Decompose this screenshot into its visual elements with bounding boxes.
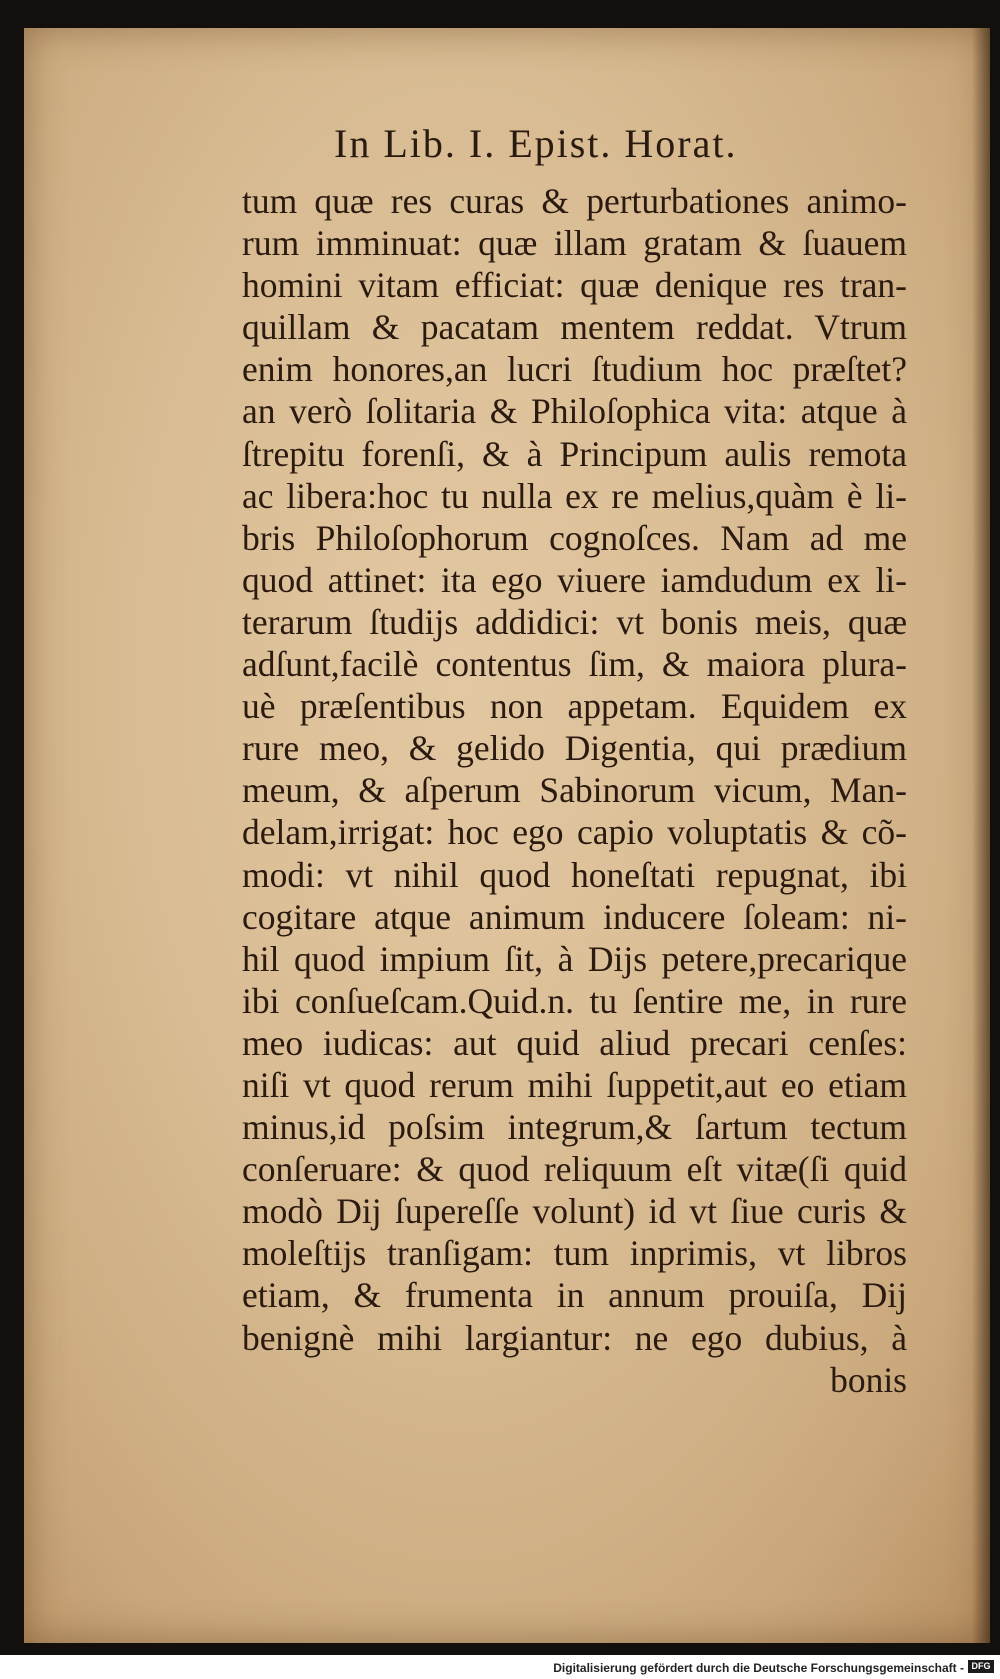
- dfg-logo-icon: DFG: [968, 1660, 994, 1673]
- text-line: bris Philoſophorum cognoſces. Nam ad me: [242, 517, 907, 558]
- text-line: minus,id poſsim integrum,& ſartum tectum: [242, 1107, 907, 1148]
- text-line: delam,irrigat: hoc ego capio voluptatis & cõ-: [242, 812, 907, 853]
- text-line: rure meo, & gelido Digentia, qui prædium: [242, 728, 907, 769]
- text-line: meum, & aſperum Sabinorum vicum, Man-: [242, 770, 907, 811]
- running-head: In Lib. I. Epist. Horat.: [334, 121, 738, 166]
- text-line: cogitare atque animum inducere ſoleam: ni-: [242, 896, 907, 937]
- catchword: bonis: [830, 1359, 907, 1400]
- text-block: [242, 180, 907, 1401]
- text-line: terarum ſtudijs addidici: vt bonis meis, quæ: [242, 601, 907, 642]
- text-line: ſtrepitu forenſi, & à Principum aulis remota: [242, 433, 907, 474]
- text-line: an verò ſolitaria & Philoſophica vita: atque à: [242, 391, 907, 432]
- text-line: uè præſentibus non appetam. Equidem ex: [242, 686, 907, 727]
- text-line: conſeruare: & quod reliquum eſt vitæ(ſi quid: [242, 1149, 907, 1190]
- text-line: meo iudicas: aut quid aliud precari cenſes:: [242, 1022, 907, 1063]
- text-line: modò Dij ſupereſſe volunt) id vt ſiue curis &: [242, 1191, 907, 1232]
- text-line: quod attinet: ita ego viuere iamdudum ex li-: [242, 559, 907, 600]
- text-line: etiam, & frumenta in annum prouiſa, Dij: [242, 1275, 907, 1316]
- text-line: modi: vt nihil quod honeſtati repugnat, ibi: [242, 854, 907, 895]
- text-line: quillam & pacatam mentem reddat. Vtrum: [242, 307, 907, 348]
- text-line: moleſtijs tranſigam: tum inprimis, vt libros: [242, 1233, 907, 1274]
- text-line: ac libera:hoc tu nulla ex re melius,quàm è li-: [242, 475, 907, 516]
- text-line: benignè mihi largiantur: ne ego dubius, à: [242, 1317, 907, 1358]
- text-line: enim honores,an lucri ſtudium hoc præſtet?: [242, 349, 907, 390]
- text-line: homini vitam efficiat: quæ denique res tran-: [242, 265, 907, 306]
- text-line: tum quæ res curas & perturbationes animo-: [242, 181, 907, 221]
- text-line: adſunt,facilè contentus ſim, & maiora plura-: [242, 644, 907, 685]
- text-line: niſi vt quod rerum mihi ſuppetit,aut eo etiam: [242, 1064, 907, 1105]
- text-line: hil quod impium ſit, à Dijs petere,precarique: [242, 938, 907, 979]
- funding-credit: Digitalisierung gefördert durch die Deutsche Forschungsgemeinschaft -: [553, 1661, 964, 1675]
- text-line: rum imminuat: quæ illam gratam & ſuauem: [242, 223, 907, 264]
- digitization-footer: [0, 1655, 1000, 1679]
- text-line: ibi conſueſcam.Quid.n. tu ſentire me, in rure: [242, 980, 907, 1021]
- book-page: [24, 28, 990, 1643]
